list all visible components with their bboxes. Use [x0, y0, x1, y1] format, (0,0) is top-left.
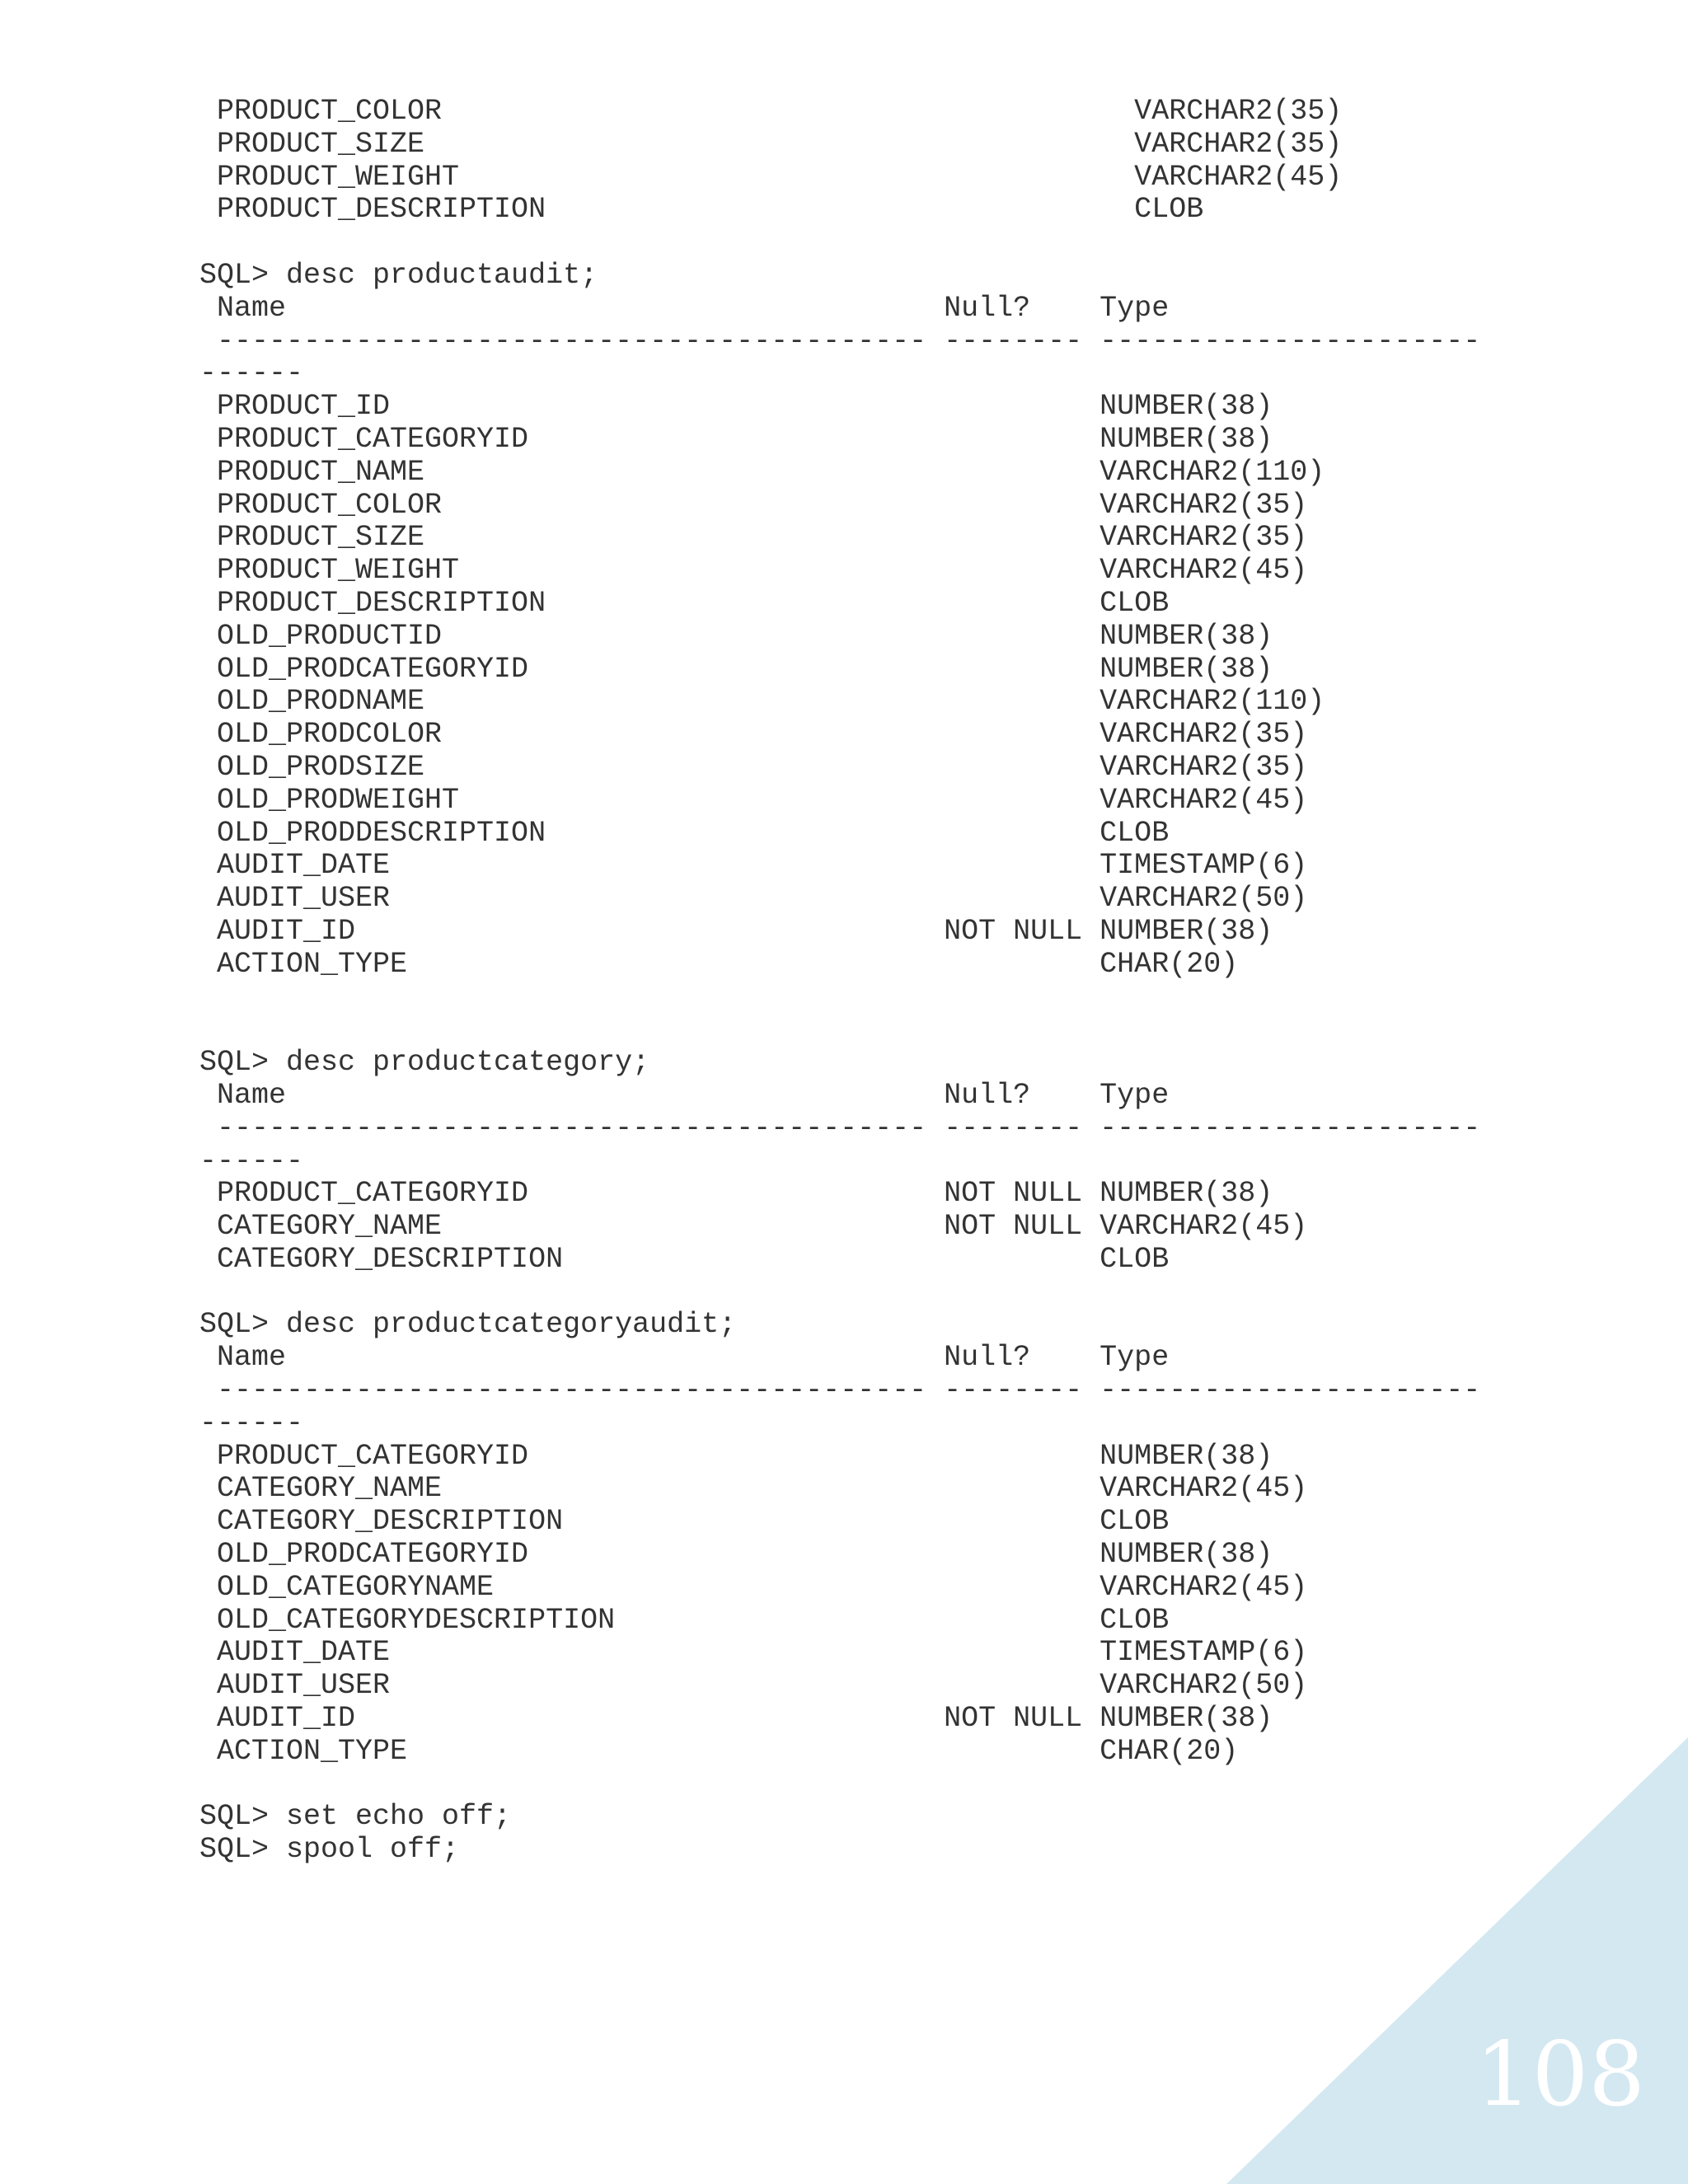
column-header: Name Null? Type — [199, 1078, 1170, 1112]
column-row: OLD_PRODNAME VARCHAR2(110) — [199, 685, 1325, 719]
column-row: AUDIT_DATE TIMESTAMP(6) — [199, 849, 1308, 883]
column-row: OLD_PRODDESCRIPTION CLOB — [199, 816, 1170, 850]
separator-line: ------ — [199, 1406, 304, 1440]
separator-line: ----------------------------------------- -------- ---------------------- — [199, 1374, 1481, 1408]
blank-line — [199, 1014, 1480, 1047]
column-row: PRODUCT_CATEGORYID NUMBER(38) — [199, 422, 1273, 456]
sql-command: SQL> set echo off; — [199, 1800, 512, 1834]
column-row: AUDIT_USER VARCHAR2(50) — [199, 882, 1308, 916]
column-row: PRODUCT_SIZE VARCHAR2(35) — [199, 127, 1343, 161]
column-row: OLD_PRODCATEGORYID NUMBER(38) — [199, 1538, 1273, 1572]
sql-command: SQL> desc productcategoryaudit; — [199, 1308, 737, 1342]
column-row: ACTION_TYPE CHAR(20) — [199, 1734, 1239, 1768]
blank-line — [199, 982, 1480, 1015]
column-row: CATEGORY_NAME NOT NULL VARCHAR2(45) — [199, 1210, 1308, 1244]
sql-output — [199, 96, 1480, 1867]
column-row: PRODUCT_DESCRIPTION CLOB — [199, 586, 1170, 620]
separator-line: ----------------------------------------- -------- ---------------------- — [199, 324, 1481, 358]
column-row: PRODUCT_COLOR VARCHAR2(35) — [199, 95, 1343, 128]
blank-line — [199, 1769, 1480, 1802]
sql-command: SQL> desc productcategory; — [199, 1046, 650, 1080]
column-row: ACTION_TYPE CHAR(20) — [199, 947, 1239, 981]
column-row: CATEGORY_DESCRIPTION CLOB — [199, 1505, 1170, 1539]
column-row: AUDIT_USER VARCHAR2(50) — [199, 1669, 1308, 1703]
separator-line: ------ — [199, 357, 304, 391]
column-row: AUDIT_ID NOT NULL NUMBER(38) — [199, 1702, 1273, 1736]
separator-line: ----------------------------------------- -------- ---------------------- — [199, 1111, 1481, 1145]
column-header: Name Null? Type — [199, 1341, 1170, 1375]
column-row: PRODUCT_ID NUMBER(38) — [199, 390, 1273, 424]
column-row: OLD_PRODCOLOR VARCHAR2(35) — [199, 718, 1308, 752]
column-row: CATEGORY_DESCRIPTION CLOB — [199, 1242, 1170, 1276]
column-row: PRODUCT_CATEGORYID NUMBER(38) — [199, 1439, 1273, 1473]
column-row: OLD_CATEGORYNAME VARCHAR2(45) — [199, 1570, 1308, 1604]
page-number: 108 — [1475, 2023, 1645, 2126]
blank-line — [199, 1277, 1480, 1310]
column-row: OLD_PRODCATEGORYID NUMBER(38) — [199, 652, 1273, 686]
column-row: AUDIT_DATE TIMESTAMP(6) — [199, 1636, 1308, 1670]
column-row: OLD_PRODUCTID NUMBER(38) — [199, 619, 1273, 653]
column-row: CATEGORY_NAME VARCHAR2(45) — [199, 1472, 1308, 1506]
sql-command: SQL> spool off; — [199, 1833, 460, 1867]
column-header: Name Null? Type — [199, 291, 1170, 325]
column-row: PRODUCT_COLOR VARCHAR2(35) — [199, 488, 1308, 522]
column-row: PRODUCT_DESCRIPTION CLOB — [199, 193, 1204, 227]
column-row: PRODUCT_SIZE VARCHAR2(35) — [199, 521, 1308, 555]
column-row: PRODUCT_WEIGHT VARCHAR2(45) — [199, 160, 1343, 194]
column-row: PRODUCT_NAME VARCHAR2(110) — [199, 455, 1325, 489]
column-row: AUDIT_ID NOT NULL NUMBER(38) — [199, 914, 1273, 948]
column-row: PRODUCT_CATEGORYID NOT NULL NUMBER(38) — [199, 1177, 1273, 1211]
column-row: PRODUCT_WEIGHT VARCHAR2(45) — [199, 554, 1308, 588]
column-row: OLD_PRODSIZE VARCHAR2(35) — [199, 750, 1308, 784]
column-row: OLD_PRODWEIGHT VARCHAR2(45) — [199, 783, 1308, 817]
separator-line: ------ — [199, 1144, 304, 1178]
blank-line — [199, 227, 1480, 260]
column-row: OLD_CATEGORYDESCRIPTION CLOB — [199, 1603, 1170, 1637]
sql-command: SQL> desc productaudit; — [199, 258, 598, 292]
